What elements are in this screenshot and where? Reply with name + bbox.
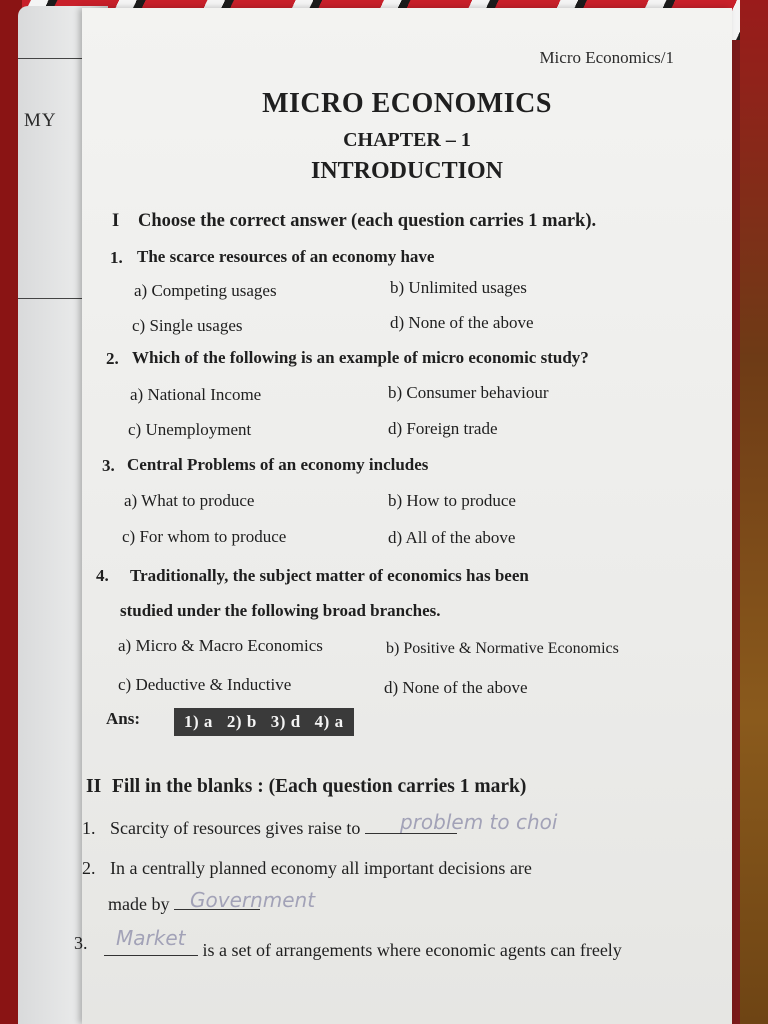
section-heading: Fill in the blanks : (Each question carries 1 mark) (112, 776, 527, 797)
facing-page-text-fragment: MY (24, 110, 57, 131)
question-text: Which of the following is an example of micro economic study? (132, 348, 589, 367)
option-d: d) None of the above (390, 313, 534, 332)
question-number: 4. (96, 566, 109, 585)
option-b: b) How to produce (388, 491, 516, 510)
option-c: c) For whom to produce (122, 527, 287, 546)
option-c: c) Single usages (132, 316, 243, 335)
option-a: a) What to produce (124, 491, 255, 510)
fill-blank-text: Scarcity of resources gives raise to (110, 818, 361, 838)
option-c: c) Unemployment (128, 420, 252, 439)
answer-item: 3) d (270, 712, 301, 731)
option-a: a) Micro & Macro Economics (118, 636, 323, 655)
answer-key-box (174, 708, 354, 736)
fill-blank-text: In a centrally planned economy all important decisions are (110, 858, 532, 878)
question-text: Central Problems of an economy includes (127, 455, 429, 474)
fill-blank-text: is a set of arrangements where economic agents can freely (202, 940, 622, 960)
fill-blank-text-continued: made by (108, 894, 170, 914)
option-a: a) National Income (130, 385, 262, 404)
question-number: 2. (106, 349, 119, 368)
chapter-title: INTRODUCTION (310, 158, 504, 184)
book-page (74, 8, 732, 1024)
question-number: 1. (110, 248, 123, 267)
chapter-number: CHAPTER – 1 (343, 129, 471, 151)
question-number: 3. (102, 456, 115, 475)
answer-item: 1) a (184, 712, 213, 731)
answers-label: Ans: (106, 709, 141, 728)
option-b: b) Unlimited usages (390, 278, 527, 297)
subject-title: MICRO ECONOMICS (262, 88, 552, 119)
background-fabric-right (740, 0, 768, 1024)
blank-number: 3. (74, 933, 88, 953)
section-number: II (86, 776, 102, 797)
option-d: d) Foreign trade (388, 419, 498, 438)
answer-item: 4) a (314, 712, 344, 731)
question-text: Traditionally, the subject matter of economics has been (130, 566, 529, 585)
option-a: a) Competing usages (134, 281, 277, 300)
running-head: Micro Economics/1 (539, 48, 674, 67)
blank-number: 2. (82, 858, 96, 878)
option-c: c) Deductive & Inductive (118, 675, 292, 694)
handwritten-answer: Market (116, 926, 186, 950)
handwritten-answer: Government (190, 888, 316, 912)
blank-number: 1. (82, 818, 96, 838)
option-b: b) Consumer behaviour (388, 383, 549, 402)
section-number: I (112, 211, 120, 231)
answer-blank (104, 955, 198, 956)
question-text: The scarce resources of an economy have (137, 247, 435, 266)
handwritten-answer: problem to choi (400, 810, 558, 834)
option-b: b) Positive & Normative Economics (386, 640, 619, 657)
option-d: d) None of the above (384, 678, 528, 697)
question-text-continued: studied under the following broad branches. (120, 601, 441, 620)
option-d: d) All of the above (388, 528, 516, 547)
answer-item: 2) b (226, 712, 257, 731)
section-heading: Choose the correct answer (each question carries 1 mark). (138, 211, 597, 231)
